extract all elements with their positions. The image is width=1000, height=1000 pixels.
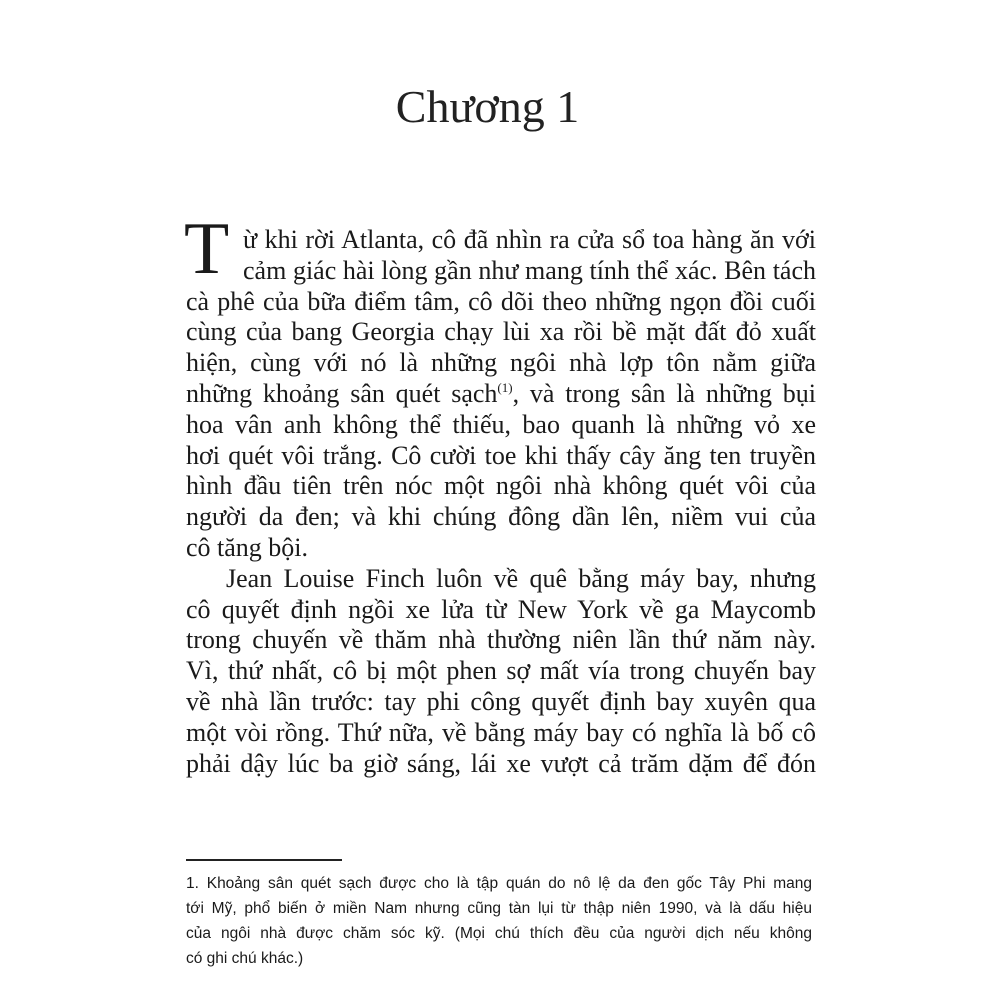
text-line: cô quyết định ngồi xe lửa từ New York về ga Maycomb [186,595,816,624]
text-line: cà phê của bữa điểm tâm, cô dõi theo những ngọn đồi cuối [186,287,816,316]
text-line: phải dậy lúc ba giờ sáng, lái xe vượt cả trăm dặm để đón [186,749,816,778]
chapter-title: Chương 1 [395,81,580,132]
text-segment: , và trong sân là những bụi [512,379,816,408]
footnote-reference[interactable]: (1) [497,380,513,395]
text-line: cùng của bang Georgia chạy lùi xa rồi bề mặt đất đỏ xuất [186,317,816,346]
text-line: Vì, thứ nhất, cô bị một phen sợ mất vía trong chuyến bay [186,656,816,685]
text-line: cô tăng bội. [186,533,309,562]
text-line: trong chuyến về thăm nhà thường niên lần thứ năm này. [186,625,816,654]
text-line: một vòi rồng. Thứ nữa, về bằng máy bay có nghĩa là bố cô [186,718,816,747]
drop-cap: T [184,208,230,290]
text-line: hơi quét vôi trắng. Cô cười toe khi thấy cây ăng ten truyền [186,441,816,470]
footnote-line: tới Mỹ, phổ biến ở miền Nam nhưng cũng tàn lụi từ thập niên 1990, và là dấu hiệu [186,900,812,917]
text-line: về nhà lần trước: tay phi công quyết định bay xuyên qua [186,687,816,716]
footnote-line: của ngôi nhà được chăm sóc kỹ. (Mọi chú thích đều của người dịch nếu không [186,925,812,942]
text-line: Jean Louise Finch luôn về quê bằng máy bay, nhưng [226,564,816,593]
text-line: hoa vân anh không thể thiếu, bao quanh là những vỏ xe [186,410,816,439]
footnote-line: 1. Khoảng sân quét sạch được cho là tập quán do nô lệ da đen gốc Tây Phi mang [186,875,812,892]
text-line: hình đầu tiên trên nóc một ngôi nhà không quét vôi của [186,471,816,500]
footnote-line: có ghi chú khác.) [186,950,304,967]
text-line: hiện, cùng với nó là những ngôi nhà lợp tôn nằm giữa [186,348,816,377]
text-line: cảm giác hài lòng gần như mang tính thể xác. Bên tách [243,256,816,285]
text-line [186,378,816,409]
text-line: ừ khi rời Atlanta, cô đã nhìn ra cửa sổ toa hàng ăn với [243,225,816,254]
text-segment: những khoảng sân quét sạch [186,379,498,408]
footnote-divider [186,859,342,861]
text-line: người da đen; và khi chúng đông dần lên, niềm vui của [186,502,816,531]
